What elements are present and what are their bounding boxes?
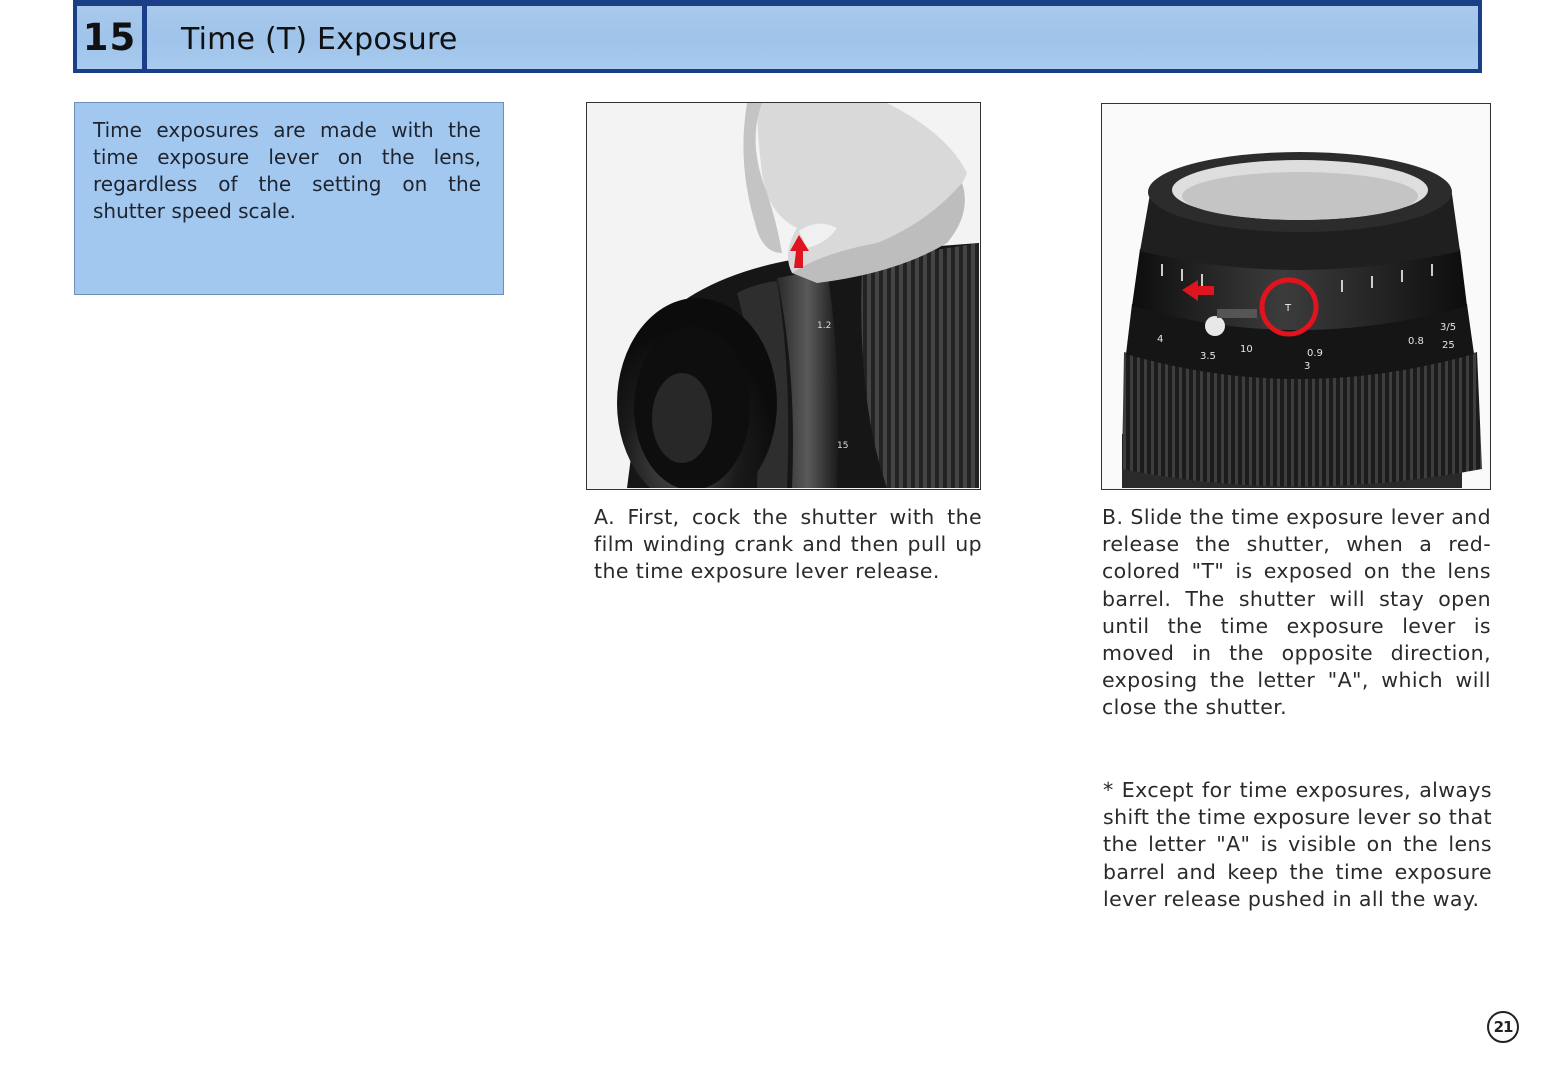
section-number: 15: [77, 6, 147, 69]
caption-step-b: B. Slide the time exposure lever and release the shutter, when a red-colored "T" is exposed on the lens barrel. The shutter will stay open until the time exposure lever is moved in the opposite direction, exposing the letter "A", which will close the shutter.: [1102, 505, 1491, 720]
caption-step-a: A. First, cock the shutter with the film winding crank and then pull up the time exposure lever release.: [594, 505, 982, 584]
t-mark: T: [1285, 303, 1292, 314]
dial-mark: 3.5: [1200, 351, 1216, 362]
photo-a-illustration: [587, 103, 979, 488]
dial-mark: 0.8: [1408, 336, 1424, 347]
dial-mark: 10: [1240, 344, 1253, 355]
footnote: * Except for time exposures, always shift the time exposure lever so that the letter "A" is visible on the lens barrel and keep the time exposure lever release pushed in all the way.: [1103, 778, 1492, 911]
intro-note-box: [74, 102, 504, 295]
intro-note-text: Time exposures are made with the time exposure lever on the lens, regardless of the setting on the shutter speed scale.: [93, 118, 481, 223]
dial-mark: 4: [1157, 334, 1164, 345]
page-number: 21: [1487, 1011, 1519, 1043]
svg-text:15: 15: [837, 441, 849, 451]
dial-mark: 3: [1304, 361, 1311, 372]
section-title: Time (T) Exposure: [181, 22, 458, 57]
photo-b-time-mark: [1101, 103, 1491, 490]
section-header: [73, 0, 1482, 73]
photo-b-illustration: [1102, 104, 1489, 488]
svg-text:1.2: 1.2: [817, 321, 832, 331]
dial-mark: 0.9: [1307, 348, 1323, 359]
dial-mark: 25: [1442, 340, 1455, 351]
dial-mark: 3/5: [1440, 322, 1457, 333]
photo-a-lever-release: [586, 102, 981, 490]
